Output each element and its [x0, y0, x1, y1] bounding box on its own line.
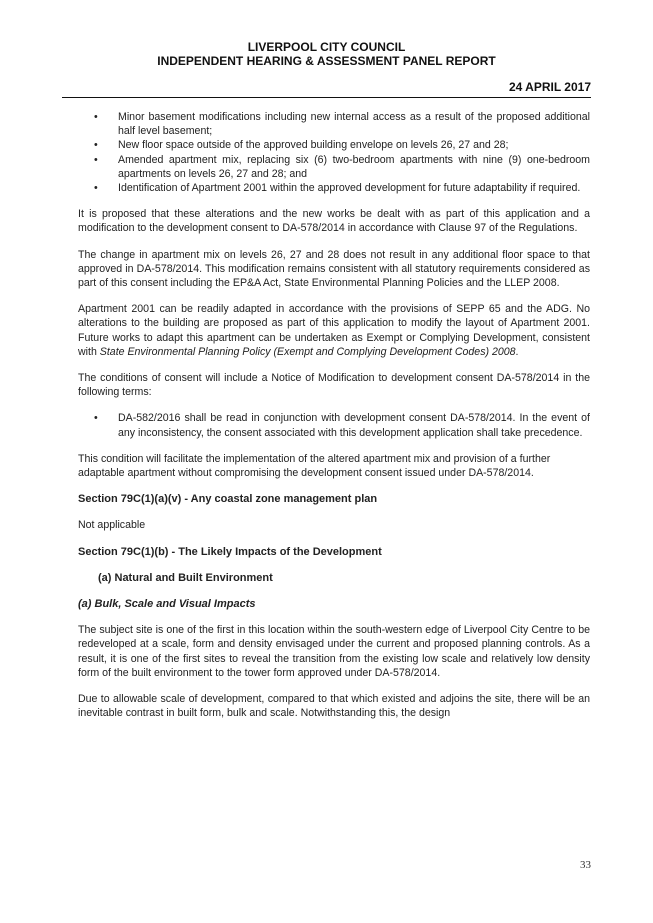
bullet-icon: • — [94, 153, 98, 166]
bullet-icon: • — [94, 182, 98, 195]
paragraph: Apartment 2001 can be readily adapted in accordance with the provisions of SEPP 65 and the ADG. No alterations to the building are proposed as part of this application to modify the layout of Apartment 2001. Future works to adapt this apartment can be undertaken as Exempt or Complying Development, consistent with State Environmental Planning Policy (Exempt and Complying Development Codes) 2008. — [78, 303, 590, 358]
section-heading: Section 79C(1)(b) - The Likely Impacts of the Development — [78, 545, 382, 558]
paragraph: It is proposed that these alterations and the new works be dealt with as part of this application and a modification to the development consent to DA-578/2014 in accordance with Clause 97 of the Regulations. — [78, 208, 590, 235]
header-report-title: INDEPENDENT HEARING & ASSESSMENT PANEL REPORT — [157, 54, 496, 68]
section-heading: Section 79C(1)(a)(v) - Any coastal zone management plan — [78, 493, 378, 506]
bullet-icon: • — [94, 139, 98, 152]
condition-list — [78, 411, 590, 439]
paragraph: This condition will facilitate the implementation of the altered apartment mix and provision of a further adaptable apartment without compromising the development consent issued under DA-578/2014. — [78, 452, 551, 480]
page-content — [78, 110, 590, 733]
list-item: • New floor space outside of the approved building envelope on levels 26, 27 and 28; — [94, 139, 509, 152]
header-divider — [62, 97, 591, 98]
paragraph: The conditions of consent will include a Notice of Modification to development consent DA-578/2014 in the following terms: — [78, 372, 590, 399]
header-date: 24 APRIL 2017 — [508, 80, 591, 94]
bullet-icon: • — [94, 111, 98, 123]
subsection-heading: (a) Natural and Built Environment — [98, 571, 273, 584]
header-council-name: LIVERPOOL CITY COUNCIL — [247, 40, 406, 54]
paragraph: The change in apartment mix on levels 26, 27 and 28 does not result in any additional floor space to that approved in DA-578/2014. This modification remains consistent with all statutory requirements considered as part of this consent including the EP&A Act, State Environmental Planning Policies and the LLEP 2008. — [78, 248, 590, 290]
list-item: • Minor basement modifications including new internal access as a result of the proposed additional half level basement; — [94, 111, 590, 138]
paragraph: Due to allowable scale of development, compared to that which existed and adjoins the site, there will be an inevitable contrast in built form, bulk and scale. Notwithstanding this, the design — [78, 693, 590, 720]
list-item: • Amended apartment mix, replacing six (6) two-bedroom apartments with nine (9) one-bedroom apartments on levels 26, 27 and 28; and — [94, 153, 590, 180]
subsection-heading: (a) Bulk, Scale and Visual Impacts — [78, 598, 256, 611]
list-item: • Identification of Apartment 2001 within the approved development for future adaptability if required. — [94, 182, 581, 195]
modification-list — [78, 110, 590, 195]
sepp-title: State Environmental Planning Policy (Exempt and Complying Development Codes) 2008 — [99, 345, 516, 358]
list-item: • DA-582/2016 shall be read in conjunction with development consent DA-578/2014. In the event of any inconsistency, the consent associated with this development application shall take precedence. — [94, 412, 590, 439]
bullet-icon: • — [94, 412, 98, 425]
paragraph: The subject site is one of the first in this location within the south-western edge of Liverpool City Centre to be redeveloped at a scale, form and density envisaged under the current and proposed planning controls. As a result, it is one of the first sites to reveal the transition from the existing low scale and relatively low density form of the built environment to the tower form approved under DA-578/2014. — [78, 624, 590, 679]
page-number: 33 — [580, 859, 591, 871]
paragraph: Not applicable — [78, 519, 146, 532]
